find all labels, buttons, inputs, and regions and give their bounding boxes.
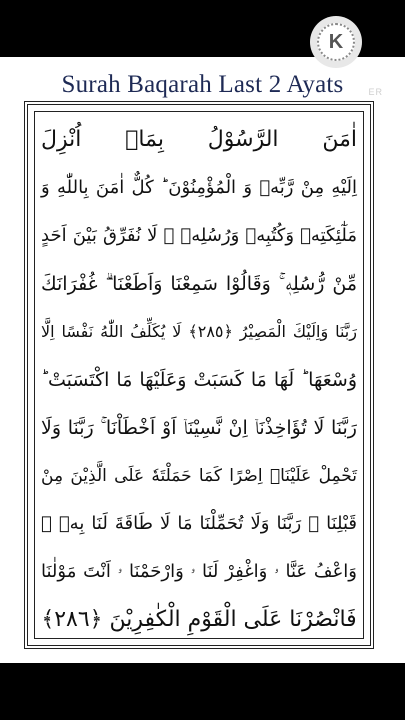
ayat-line: اٰمَنَ الرَّسُوْلُ بِمَاۤ اُنْزِلَ [41, 127, 357, 152]
ayat-line: مَلٰٓئِكَتِهٖ وَكُتُبِهٖ وَرُسُلِهٖ ۚ لَا نُفَرِّقُ بَيْنَ اَحَدٍ [41, 225, 357, 246]
ayat-line: تَحْمِلْ عَلَيْنَاۤ اِصْرًا كَمَا حَمَلْتَهٗ عَلَى الَّذِيْنَ مِنْ [41, 466, 357, 486]
ayat-frame [24, 101, 374, 649]
page [0, 57, 405, 663]
watermark-text: ER [368, 87, 383, 97]
ayat-line: وُسْعَهَا ؕ لَهَا مَا كَسَبَتْ وَعَلَيْهَا مَا اكْتَسَبَتْ ؕ [41, 369, 357, 391]
ayat-line: رَبَّنَا وَاِلَيْكَ الْمَصِيْرُ ﴿٢٨٥﴾ لَا يُكَلِّفُ اللّٰهُ نَفْسًا اِلَّا [41, 322, 357, 341]
ayat-line: مِّنْ رُّسُلِهٖ ۚ وَقَالُوْا سَمِعْنَا وَاَطَعْنَا ۗ غُفْرَانَكَ [41, 273, 357, 295]
channel-logo-icon[interactable] [310, 16, 362, 68]
ayat-line: اِلَيْهِ مِنْ رَّبِّهٖ وَ الْمُؤْمِنُوْنَ ؕ كُلٌّ اٰمَنَ بِاللّٰهِ وَ [41, 177, 357, 198]
ayat-line: وَاعْفُ عَنَّا ۥ وَاغْفِرْ لَنَا ۥ وَارْحَمْنَا ۥ اَنْتَ مَوْلٰنَا [41, 561, 357, 582]
logo-letter: K [317, 23, 355, 61]
ayat-inner-border [34, 111, 364, 639]
page-title: Surah Baqarah Last 2 Ayats [61, 71, 344, 98]
ayat-line: قَبْلِنَا ۚ رَبَّنَا وَلَا تُحَمِّلْنَا مَا لَا طَاقَةَ لَنَا بِهٖ ۚ [41, 513, 357, 534]
ayat-line: رَبَّنَا لَا تُؤَاخِذْنَاۤ اِنْ نَّسِيْنَاۤ اَوْ اَخْطَاْنَا ۚ رَبَّنَا وَلَا [41, 417, 357, 439]
ayat-line: فَانْصُرْنَا عَلَى الْقَوْمِ الْكٰفِرِيْنَ ﴿٢٨٦﴾ [41, 607, 357, 632]
